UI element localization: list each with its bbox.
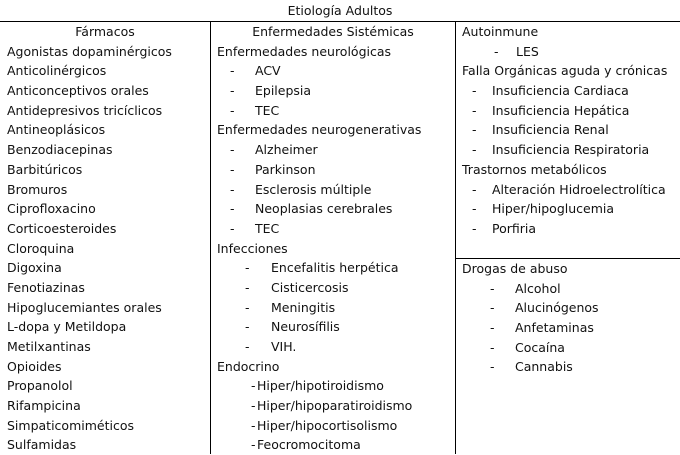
farmaco-item: Benzodiacepinas (7, 142, 113, 158)
list-subitem-text: Hiper/hipoparatiroidismo (257, 398, 413, 414)
list-subitem-text: ACV (255, 63, 281, 79)
list-subitem (217, 81, 455, 101)
bullet-dash: - (251, 417, 256, 433)
list-subitem-text: Neoplasias cerebrales (255, 201, 393, 217)
farmaco-item: L-dopa y Metildopa (7, 319, 127, 335)
bullet-dash: - (472, 142, 477, 158)
list-subitem-text: Insuficiencia Cardiaca (492, 83, 629, 99)
list-subitem (462, 338, 680, 358)
list-subitem (217, 396, 455, 416)
list-subitem (217, 435, 455, 455)
list-subitem (462, 279, 680, 299)
list-subitem (217, 160, 455, 180)
list-subitem-text: Esclerosis múltiple (255, 181, 372, 197)
group-title: Endocrino (217, 358, 280, 374)
list-subitem-text: Porfiria (492, 220, 537, 236)
bullet-dash: - (472, 122, 477, 138)
farmaco-item: Digoxina (7, 260, 62, 276)
group-title: Trastornos metabólicos (462, 161, 607, 177)
list-subitem-text: Feocromocitoma (257, 437, 361, 453)
bullet-dash: - (245, 319, 250, 335)
list-subitem-text: Encefalitis herpética (271, 260, 399, 276)
list-subitem (217, 101, 455, 121)
list-subitem (217, 416, 455, 436)
farmaco-item: Metilxantinas (7, 339, 91, 354)
group-title: Infecciones (217, 240, 288, 256)
enfermedades-list (211, 42, 455, 455)
farmaco-item: Ciprofloxacino (7, 201, 96, 217)
group-title: Autoinmune (462, 24, 539, 39)
list-subitem (217, 278, 455, 298)
bullet-dash: - (472, 102, 477, 118)
bullet-dash: - (230, 201, 235, 217)
farmaco-item: Sulfamidas (7, 437, 77, 453)
list-subitem (462, 101, 680, 121)
list-subitem-text: Alcohol (515, 280, 561, 296)
list-subitem (462, 219, 680, 239)
farmaco-item: Opioides (7, 358, 62, 374)
farmaco-item: Rifampicina (7, 398, 81, 414)
bullet-dash: - (472, 220, 477, 236)
drogas-list (456, 259, 680, 377)
bullet-dash: - (472, 201, 477, 217)
drogas-section (456, 259, 680, 377)
group-title: Drogas de abuso (462, 261, 568, 276)
bullet-dash: - (230, 181, 235, 197)
farmaco-item: Anticolinérgicos (7, 63, 107, 79)
list-subitem-text: Hiper/hipotiroidismo (257, 378, 384, 394)
list-subitem-text: Insuficiencia Hepática (492, 102, 630, 118)
group-title: Enfermedades neurogenerativas (217, 122, 422, 138)
list-subitem-text: VIH. (271, 339, 297, 354)
farmacos-list (0, 42, 210, 455)
farmaco-item: Simpaticomiméticos (7, 417, 134, 433)
list-subitem-text: Insuficiencia Respiratoria (492, 142, 650, 158)
list-subitem-text: Anfetaminas (515, 320, 594, 336)
otras-column (456, 22, 680, 239)
list-subitem (217, 337, 455, 357)
list-subitem-text: LES (516, 43, 539, 59)
list-subitem-text: Hiper/hipoglucemia (492, 201, 615, 217)
bullet-dash: - (490, 320, 495, 336)
bullet-dash: - (472, 83, 477, 99)
enfermedades-column (211, 22, 455, 455)
list-subitem (462, 357, 680, 377)
list-subitem (217, 140, 455, 160)
bullet-dash: - (245, 339, 250, 354)
list-subitem (462, 120, 680, 140)
list-subitem (462, 42, 680, 62)
group-title: Falla Orgánicas aguda y crónicas (462, 63, 668, 79)
farmaco-item: Corticoesteroides (7, 220, 117, 236)
list-subitem-text: Meningitis (271, 299, 336, 315)
bullet-dash: - (251, 437, 256, 453)
farmaco-item: Antineoplásicos (7, 122, 106, 138)
farmaco-item: Barbitúricos (7, 161, 83, 177)
list-subitem-text: Alteración Hidroelectrolítica (492, 181, 666, 197)
list-subitem-text: Cisticercosis (271, 279, 349, 295)
bullet-dash: - (230, 83, 235, 99)
farmaco-item: Propanolol (7, 378, 73, 394)
farmaco-item: Anticonceptivos orales (7, 83, 149, 99)
farmacos-header: Fármacos (75, 24, 135, 39)
bullet-dash: - (251, 398, 256, 414)
group-title: Enfermedades neurológicas (217, 43, 392, 59)
farmaco-item: Cloroquina (7, 240, 75, 256)
table-title: Etiología Adultos (0, 0, 680, 22)
list-subitem (217, 317, 455, 337)
bullet-dash: - (490, 359, 495, 375)
list-subitem (217, 199, 455, 219)
list-subitem-text: Hiper/hipocortisolismo (257, 417, 398, 433)
otras-list (456, 22, 680, 239)
list-subitem-text: Neurosífilis (271, 319, 340, 335)
bullet-dash: - (230, 142, 235, 158)
bullet-dash: - (230, 220, 235, 236)
list-subitem (462, 318, 680, 338)
bullet-dash: - (494, 43, 499, 59)
farmaco-item: Antidepresivos tricíclicos (7, 102, 163, 118)
list-subitem-text: Insuficiencia Renal (492, 122, 609, 138)
bullet-dash: - (230, 63, 235, 79)
list-subitem (462, 81, 680, 101)
farmaco-item: Agonistas dopaminérgicos (7, 43, 172, 59)
list-subitem-text: Cocaína (515, 339, 565, 355)
list-subitem (462, 140, 680, 160)
bullet-dash: - (245, 299, 250, 315)
list-subitem (217, 61, 455, 81)
list-subitem (462, 298, 680, 318)
list-subitem (217, 180, 455, 200)
farmaco-item: Hipoglucemiantes orales (7, 299, 162, 315)
list-subitem-text: TEC (255, 220, 280, 236)
enfermedades-header: Enfermedades Sistémicas (252, 24, 414, 39)
bullet-dash: - (230, 161, 235, 177)
list-subitem-text: Alucinógenos (515, 300, 599, 316)
bullet-dash: - (230, 102, 235, 118)
list-subitem (462, 199, 680, 219)
bullet-dash: - (490, 339, 495, 355)
list-subitem-text: Cannabis (515, 359, 573, 375)
bullet-dash: - (251, 378, 256, 394)
farmaco-item: Fenotiazinas (7, 279, 85, 295)
bullet-dash: - (490, 280, 495, 296)
bullet-dash: - (245, 279, 250, 295)
list-subitem (217, 219, 455, 239)
bullet-dash: - (245, 260, 250, 276)
list-subitem (462, 180, 680, 200)
bullet-dash: - (490, 300, 495, 316)
farmacos-column (0, 22, 210, 455)
list-subitem-text: TEC (255, 102, 280, 118)
farmaco-item: Bromuros (7, 181, 68, 197)
list-subitem-text: Alzheimer (255, 142, 318, 158)
bullet-dash: - (472, 181, 477, 197)
list-subitem (217, 298, 455, 318)
list-subitem (217, 376, 455, 396)
list-subitem-text: Epilepsia (255, 83, 312, 99)
list-subitem (217, 258, 455, 278)
list-subitem-text: Parkinson (255, 161, 316, 177)
